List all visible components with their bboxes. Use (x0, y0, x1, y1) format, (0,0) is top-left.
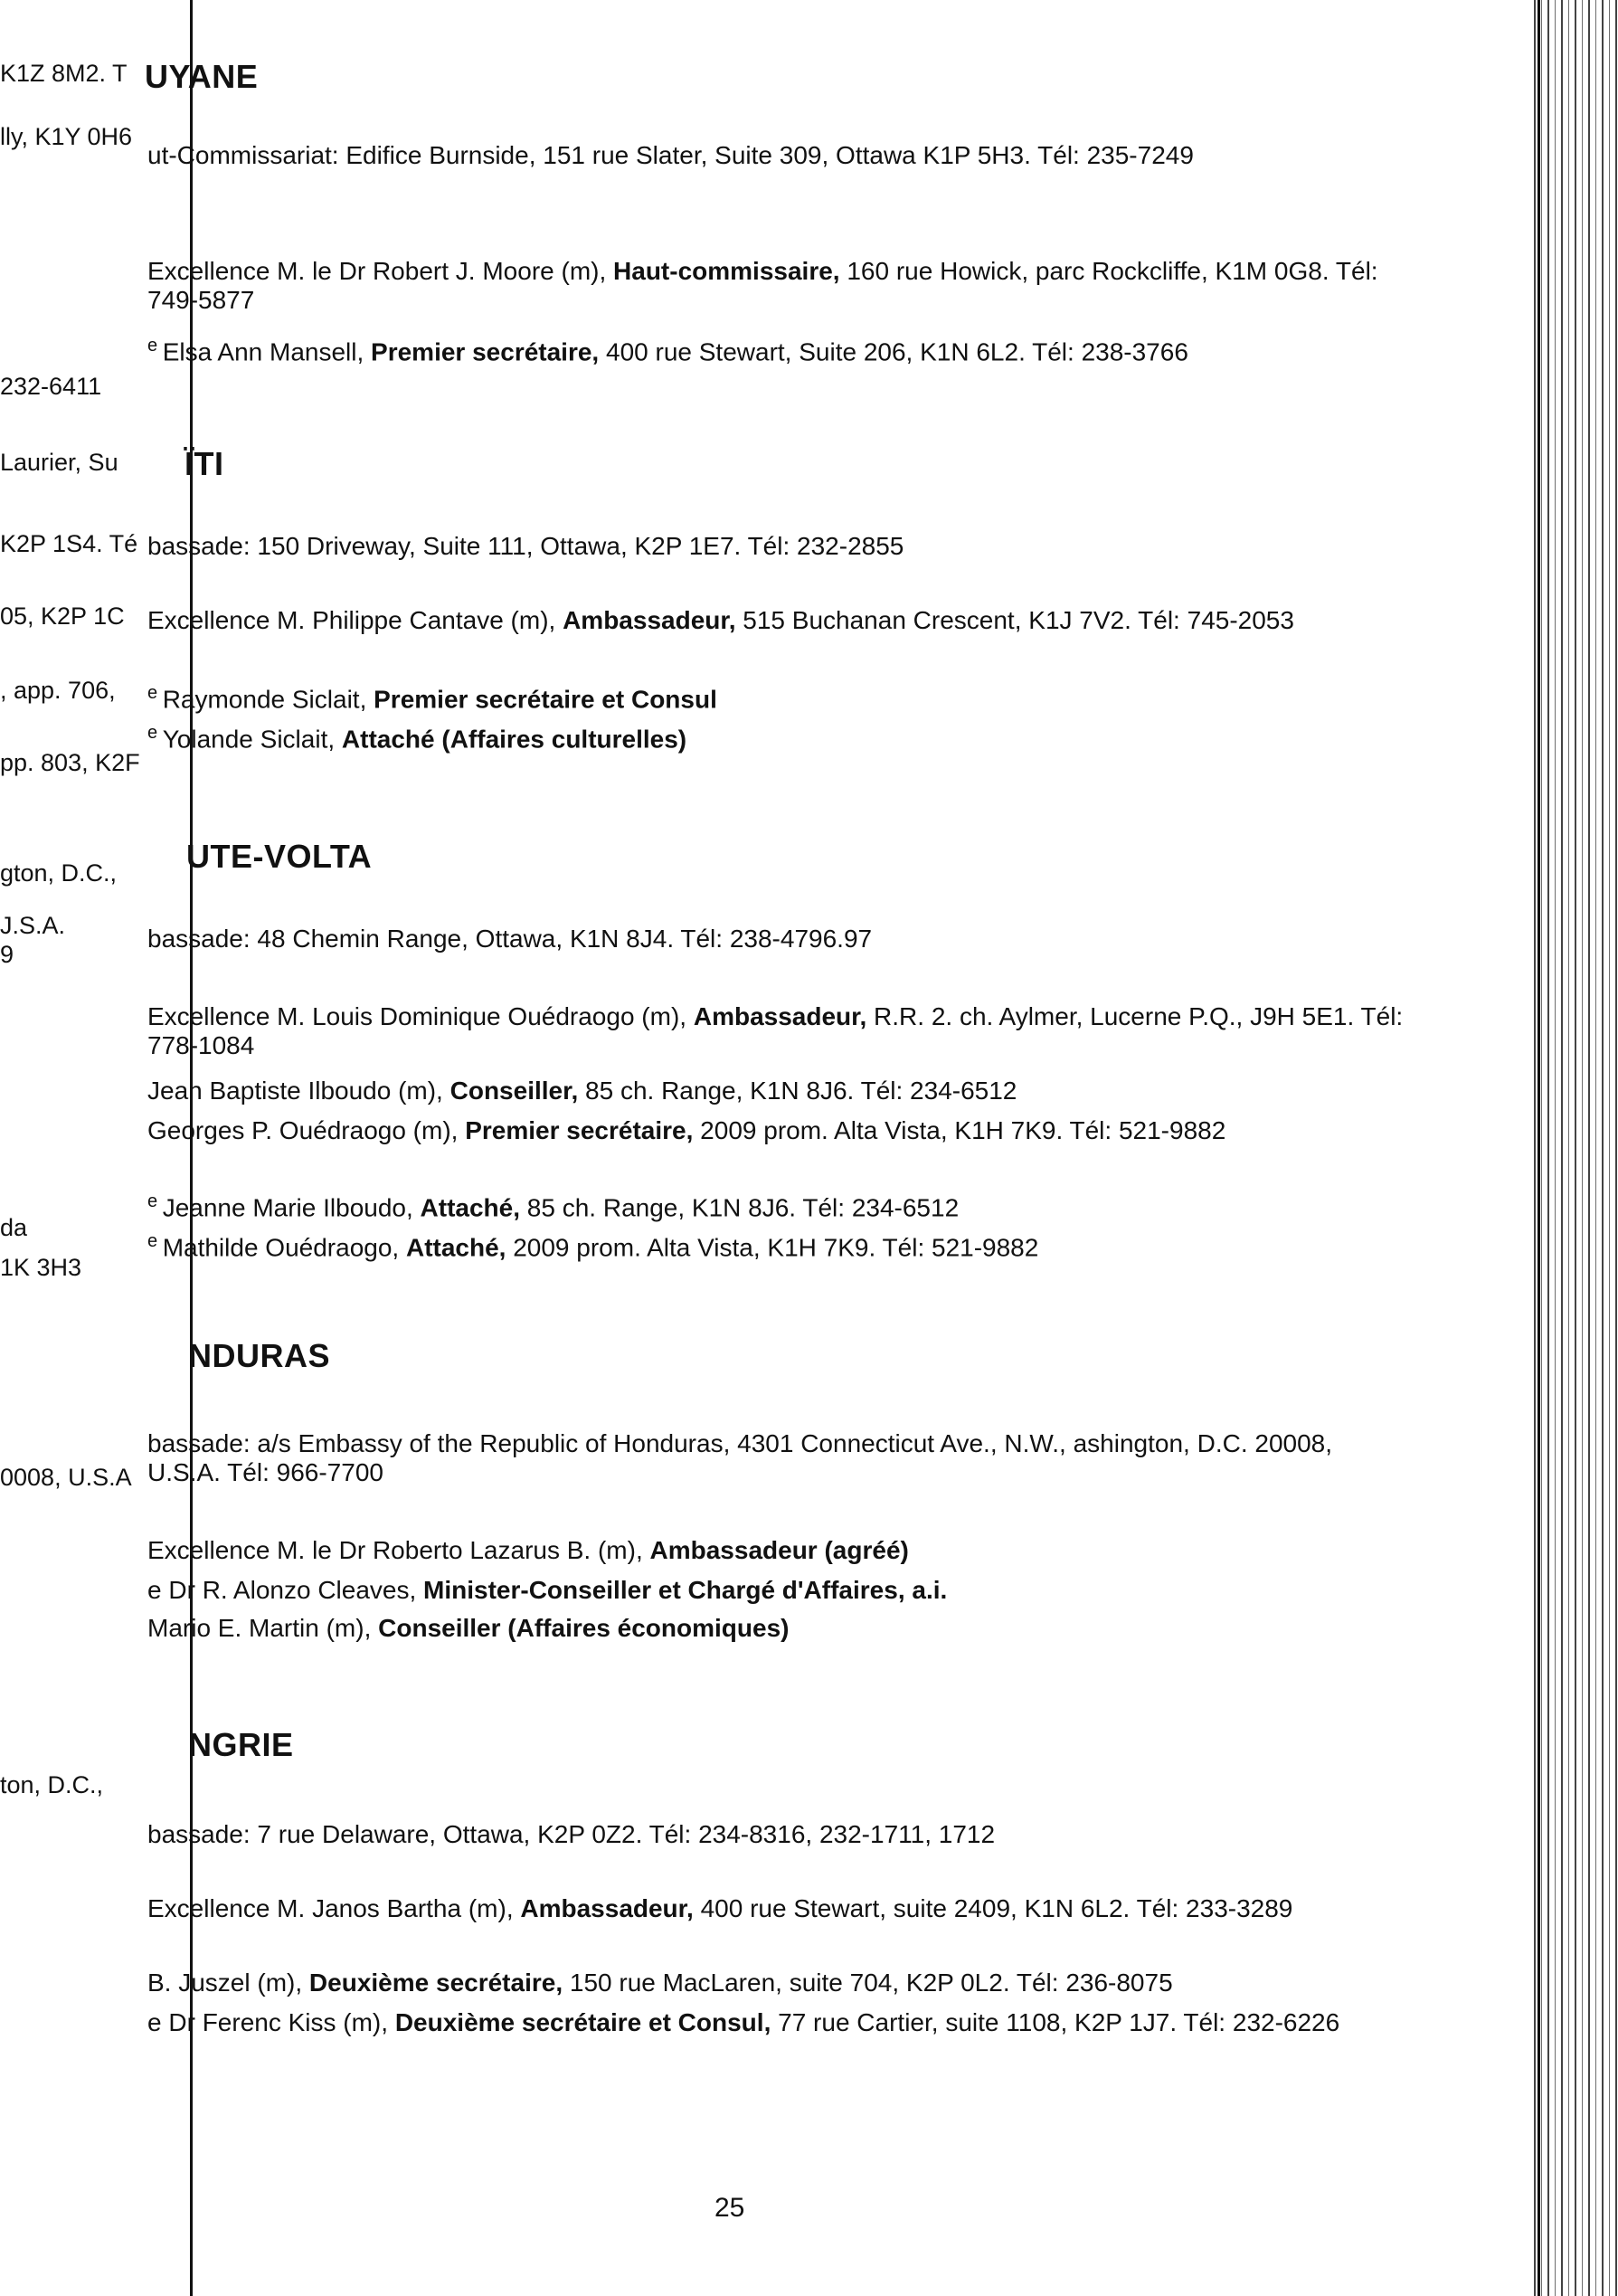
entry: Mario E. Martin (m), Conseiller (Affaires économiques) (147, 1614, 790, 1642)
section-heading: UYANE (145, 58, 259, 95)
section-heading: NGRIE (188, 1726, 294, 1763)
entry: bassade: 150 Driveway, Suite 111, Ottawa, K2P 1E7. Tél: 232-2855 (147, 532, 904, 560)
left-fragment: gton, D.C., (0, 859, 118, 887)
left-fragment: K1Z 8M2. T (0, 60, 128, 87)
entry: Georges P. Ouédraogo (m), Premier secrétaire, 2009 prom. Alta Vista, K1H 7K9. Tél: 521-9882 (147, 1116, 1226, 1144)
entry: e Dr R. Alonzo Cleaves, Minister-Conseiller et Chargé d'Affaires, a.i. (147, 1576, 948, 1604)
entry: $^e$ Yolande Siclait, Attaché (Affaires culturelles) (147, 723, 687, 754)
entry: Excellence M. le Dr Roberto Lazarus B. (m), Ambassadeur (agréé) (147, 1536, 909, 1564)
entry: $^e$ Mathilde Ouédraogo, Attaché, 2009 prom. Alta Vista, K1H 7K9. Tél: 521-9882 (147, 1231, 1039, 1262)
page-edge-line (1538, 0, 1540, 2296)
left-fragment: da (0, 1214, 28, 1241)
entry: Excellence M. Philippe Cantave (m), Ambassadeur, 515 Buchanan Crescent, K1J 7V2. Tél: 745-2053 (147, 606, 1294, 634)
page-edge-texture (1528, 0, 1618, 2296)
section-heading: ÏTI (185, 445, 224, 482)
left-fragment: ton, D.C., (0, 1771, 104, 1798)
entry: $^e$ Elsa Ann Mansell, Premier secrétaire, 400 rue Stewart, Suite 206, K1N 6L2. Tél: 238-3766 (147, 336, 1188, 366)
left-fragment: pp. 803, K2F (0, 749, 140, 776)
left-fragment: lly, K1Y 0H6 (0, 123, 133, 150)
entry: Excellence M. le Dr Robert J. Moore (m), Haut-commissaire, 160 rue Howick, parc Rockcliffe, K1M 0G8. Tél: 749-5877 (147, 257, 1378, 314)
left-fragment: 1K 3H3 (0, 1254, 82, 1281)
left-fragment: Laurier, Su (0, 449, 118, 476)
left-fragment: 232-6411 (0, 373, 102, 400)
entry: $^e$ Raymonde Siclait, Premier secrétaire et Consul (147, 683, 717, 714)
left-fragment: 0008, U.S.A (0, 1464, 132, 1491)
section-heading: NDURAS (188, 1337, 331, 1374)
left-fragment: , app. 706, (0, 677, 116, 704)
section-heading: UTE-VOLTA (186, 838, 373, 875)
left-fragment: J.S.A. (0, 912, 66, 939)
entry: $^e$ Jeanne Marie Ilboudo, Attaché, 85 ch. Range, K1N 8J6. Tél: 234-6512 (147, 1191, 960, 1222)
entry: bassade: 7 rue Delaware, Ottawa, K2P 0Z2. Tél: 234-8316, 232-1711, 1712 (147, 1820, 996, 1848)
entry: B. Juszel (m), Deuxième secrétaire, 150 rue MacLaren, suite 704, K2P 0L2. Tél: 236-8075 (147, 1969, 1173, 1997)
left-fragment: K2P 1S4. Té (0, 530, 138, 557)
entry: bassade: a/s Embassy of the Republic of Honduras, 4301 Connecticut Ave., N.W., ashington, D.C. 20008, U.S.A. Tél: 966-7700 (147, 1429, 1333, 1486)
left-fragment: 05, K2P 1C (0, 602, 125, 630)
entry: Jean Baptiste Ilboudo (m), Conseiller, 85 ch. Range, K1N 8J6. Tél: 234-6512 (147, 1077, 1017, 1105)
page-number: 25 (714, 2193, 745, 2223)
entry: Excellence M. Louis Dominique Ouédraogo (m), Ambassadeur, R.R. 2. ch. Aylmer, Lucerne P.Q., J9H 5E1. Tél: 778-1084 (147, 1002, 1404, 1059)
left-fragment: 9 (0, 941, 14, 968)
entry: bassade: 48 Chemin Range, Ottawa, K1N 8J4. Tél: 238-4796.97 (147, 925, 873, 953)
entry: Excellence M. Janos Bartha (m), Ambassadeur, 400 rue Stewart, suite 2409, K1N 6L2. Tél: 233-3289 (147, 1894, 1293, 1922)
entry: e Dr Ferenc Kiss (m), Deuxième secrétaire et Consul, 77 rue Cartier, suite 1108, K2P 1J7. Tél: 232-6226 (147, 2008, 1340, 2036)
entry: ut-Commissariat: Edifice Burnside, 151 rue Slater, Suite 309, Ottawa K1P 5H3. Tél: 235-7249 (147, 141, 1194, 169)
